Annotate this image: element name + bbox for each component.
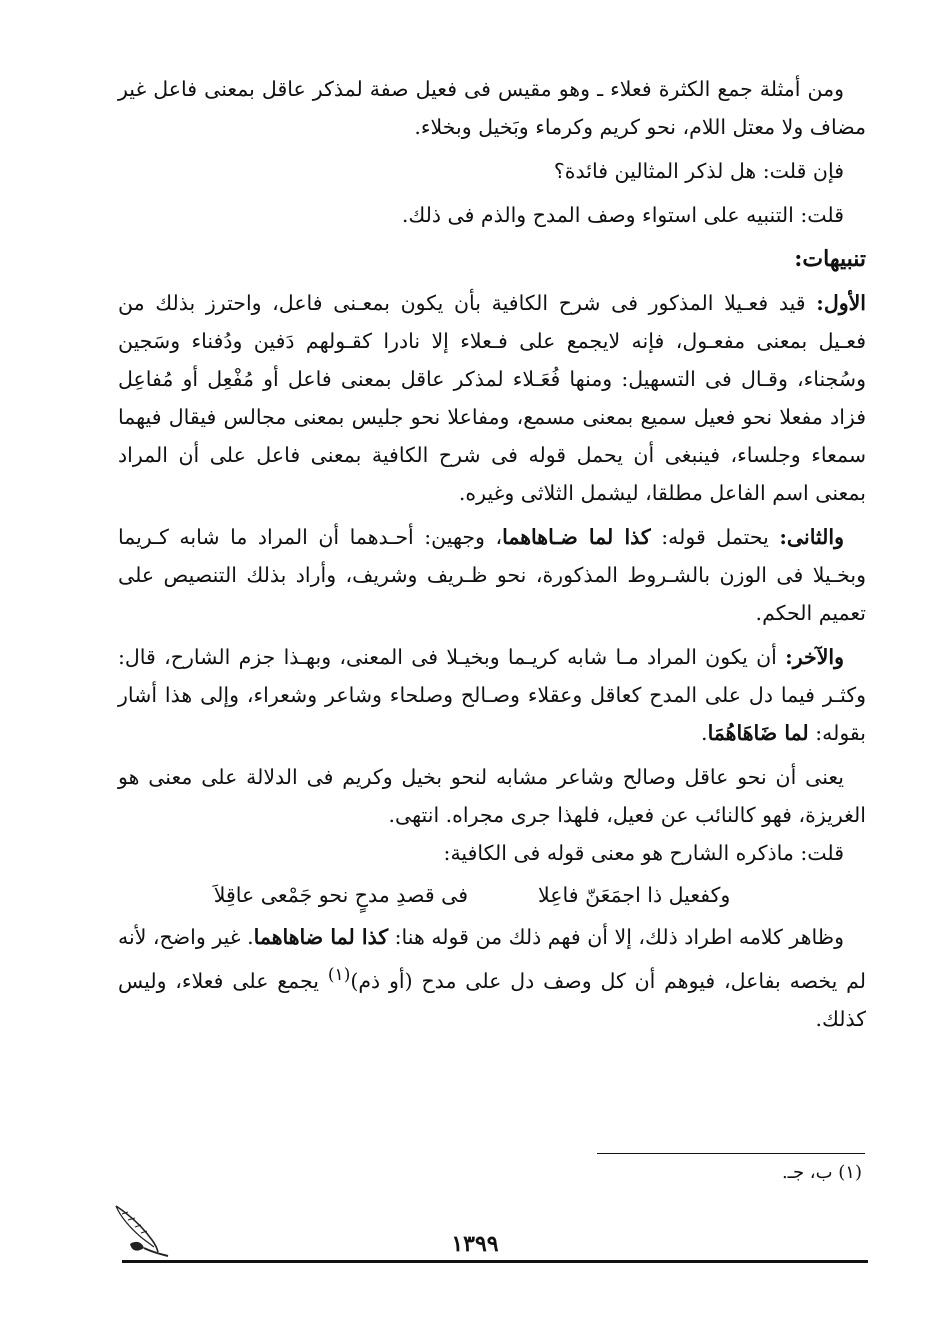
page-body xyxy=(118,70,866,1038)
paragraph-other-view xyxy=(118,638,866,752)
first-note-label: الأول: xyxy=(816,291,866,315)
paragraph-conclusion xyxy=(118,918,866,1038)
conclusion-text-c: يجمع على فعلاء، وليس كذلك. xyxy=(118,968,866,1031)
other-view-label: والآخر: xyxy=(785,645,844,669)
paragraph-kafiya-intro: قلت: ماذكره الشارح هو معنى قوله فى الكافية: xyxy=(443,841,844,865)
other-view-text-a: أن يكون المراد مـا شابه كريـما وبخيـلا فى المعنى، وبهـذا جزم الشارح، قال: وكثـر فيما دل على المدح كعاقل وعقلاء وصـالح وصلحاء وشاعر وشعراء، وإلى هذا أشار بقوله: xyxy=(118,645,866,745)
conclusion-quote: كذا لما ضاهاهما xyxy=(253,925,389,949)
footnote-marker: (١) xyxy=(327,965,351,985)
conclusion-text-a: وظاهر كلامه اطراد ذلك، إلا أن فهم ذلك من قوله هنا: xyxy=(388,925,845,949)
bottom-rule xyxy=(122,1260,868,1263)
section-heading: تنبيهات: xyxy=(794,246,866,272)
paragraph-question: فإن قلت: هل لذكر المثالين فائدة؟ xyxy=(553,159,844,183)
first-note-text: قيد فعـيلا المذكور فى شرح الكافية بأن يكون بمعـنى فاعل، واحترز بذلك من فعـيل بمعنى مفعـول، فإنه لايجمع على فـعلاء إلا نادرا كقـولهم دَفين ودُفناء وسَجين وسُجناء، وقـال فى التسهيل: ومنها فُعَـلاء لمذكر عاقل بمعنى فاعل أو مُفْعِل أو مُفاعِل فزاد مفعلا نحو فعيل سميع بمعنى مسمع، ومفاعلا نحو جليس بمعنى مجالس فيقال فيهما سمعاء وجلساء، فينبغى أن يحمل قوله فى شرح الكافية بمعنى فاعل على أن المراد بمعنى اسم الفاعل مطلقا، ليشمل الثلاثى وغيره. xyxy=(118,291,866,505)
second-note-quote: كذا لما ضـاهاهما xyxy=(502,525,651,549)
second-note-text-b: ، وجهين: أحـدهما أن المراد ما شابه كـريما وبخـيلا فى الوزن بالشـروط المذكورة، نحو ظـريف وشريف، وأراد بذلك التنصيص على تعميم الحكم. xyxy=(118,525,866,625)
other-view-quote: لما ضَاهَاهُمَا xyxy=(707,721,809,745)
conclusion-text-b: . غير واضح، لأنه لم يخصه بفاعل، فيوهم أن كل وصف دل على مدح (أو ذم) xyxy=(118,925,867,993)
second-note-label: والثانى: xyxy=(779,525,844,549)
paragraph-first-note xyxy=(118,284,866,512)
verse-first-hemistich: وكفعيل ذا اجمَعَنّ فاعِلا xyxy=(538,883,731,907)
footnote-divider xyxy=(597,1153,865,1154)
verse-line xyxy=(118,876,866,914)
paragraph-answer: قلت: التنبيه على استواء وصف المدح والذم فى ذلك. xyxy=(401,203,844,227)
paragraph-plural-examples: ومن أمثلة جمع الكثرة فعلاء ـ وهو مقيس فى فعيل صفة لمذكر عاقل بمعنى فاعل غير مضاف ولا معتل اللام، نحو كريم وكرماء وبَخيل وبخلاء. xyxy=(118,77,866,139)
verse-second-hemistich: فى قصدِ مدحٍ نحو جَمْعى عاقِلاَ xyxy=(213,883,469,907)
footnote: (١) ب، جـ. xyxy=(781,1162,862,1183)
paragraph-meaning: يعنى أن نحو عاقل وصالح وشاعر مشابه لنحو بخيل وكريم فى الدلالة على معنى هو الغريزة، فهو كالنائب عن فعيل، فلهذا جرى مجراه. انتهى. xyxy=(118,765,866,827)
second-note-text-a: يحتمل قوله: xyxy=(650,525,780,549)
page-number: ١٣٩٩ xyxy=(451,1231,499,1257)
quill-pen-icon xyxy=(108,1200,178,1262)
other-view-text-b: . xyxy=(701,721,708,745)
paragraph-second-note xyxy=(118,518,866,632)
